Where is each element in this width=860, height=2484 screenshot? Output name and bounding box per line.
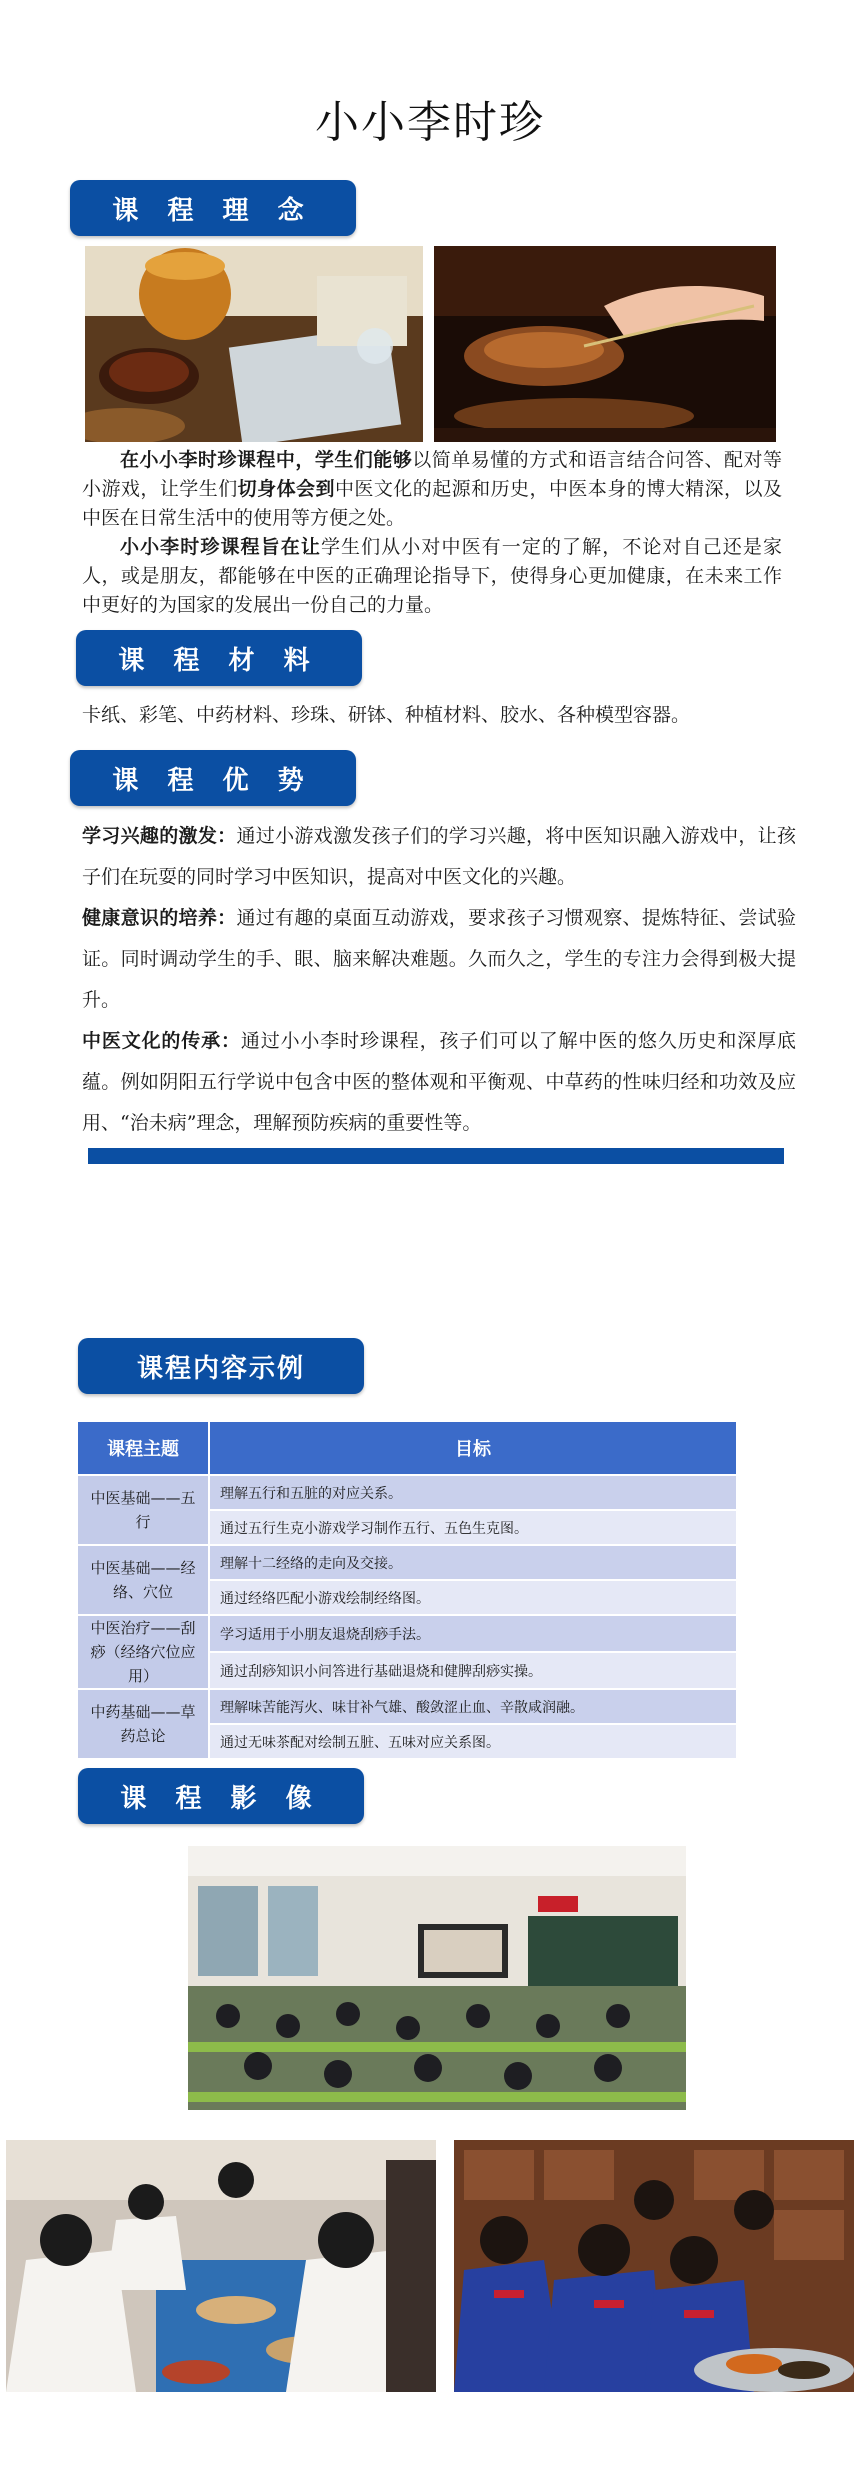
advantage-text: 通过小游戏激发孩子们的学习兴趣，将中医知识融入游戏中，让孩子们在玩耍的同时学习中医知识，提高对中医文化的兴趣。 bbox=[82, 825, 796, 888]
advantage-item bbox=[82, 898, 796, 1021]
herb-medicine-photo bbox=[85, 246, 423, 442]
section-images-heading: 课 程 影 像 bbox=[78, 1768, 364, 1824]
table-topic-cell: 中药基础——草药总论 bbox=[77, 1689, 209, 1759]
section-divider-bar bbox=[88, 1148, 784, 1164]
table-goal-cell: 通过无味茶配对绘制五脏、五味对应关系图。 bbox=[209, 1724, 737, 1759]
concept-p1-bold: 切身体会到 bbox=[237, 478, 335, 500]
table-header-goal: 目标 bbox=[209, 1421, 737, 1475]
table-row bbox=[77, 1615, 737, 1652]
advantage-item bbox=[82, 816, 796, 898]
concept-p1-text-b: 中医文化的起源和历史，中医本身的博大精深，以及中医在日常生活中的使用等方便之处。 bbox=[82, 478, 782, 529]
advantage-label: 中医文化的传承： bbox=[82, 1030, 241, 1052]
concept-paragraph bbox=[82, 446, 782, 620]
classroom-photo bbox=[188, 1846, 686, 2110]
table-header-row bbox=[77, 1421, 737, 1475]
materials-text: 卡纸、彩笔、中药材料、珍珠、研钵、种植材料、胶水、各种模型容器。 bbox=[82, 704, 691, 726]
students-pharmacy-photo bbox=[454, 2140, 854, 2392]
table-goal-cell: 理解十二经络的走向及交接。 bbox=[209, 1545, 737, 1580]
table-goal-cell: 理解五行和五脏的对应关系。 bbox=[209, 1475, 737, 1510]
page-title: 小小李时珍 bbox=[315, 97, 545, 148]
table-row bbox=[77, 1475, 737, 1510]
concept-p1-lead: 在小小李时珍课程中，学生们能够 bbox=[120, 449, 413, 471]
table-topic-cell: 中医治疗——刮痧（经络穴位应用） bbox=[77, 1615, 209, 1689]
concept-p2-text: 学生们从小对中医有一定的了解，不论对自己还是家人，或是朋友，都能够在中医的正确理论指导下，使得身心更加健康，在未来工作中更好的为国家的发展出一份自己的力量。 bbox=[82, 536, 782, 616]
section-materials-heading: 课 程 材 料 bbox=[76, 630, 362, 686]
advantage-label: 健康意识的培养： bbox=[82, 907, 237, 929]
course-content-table bbox=[76, 1420, 738, 1760]
concept-p2-lead: 小小李时珍课程旨在让 bbox=[120, 536, 321, 558]
table-row bbox=[77, 1545, 737, 1580]
table-goal-cell: 学习适用于小朋友退烧刮痧手法。 bbox=[209, 1615, 737, 1652]
advantage-text: 通过小小李时珍课程，孩子们可以了解中医的悠久历史和深厚底蕴。例如阴阳五行学说中包含中医的整体观和平衡观、中草药的性味归经和功效及应用、“治未病”理念，理解预防疾病的重要性等。 bbox=[82, 1030, 796, 1134]
section-advantages-heading: 课 程 优 势 bbox=[70, 750, 356, 806]
table-goal-cell: 通过五行生克小游戏学习制作五行、五色生克图。 bbox=[209, 1510, 737, 1545]
section-concept-heading: 课 程 理 念 bbox=[70, 180, 356, 236]
advantage-label: 学习兴趣的激发： bbox=[82, 825, 237, 847]
advantage-text: 通过有趣的桌面互动游戏，要求孩子习惯观察、提炼特征、尝试验证。同时调动学生的手、眼、脑来解决难题。久而久之，学生的专注力会得到极大提升。 bbox=[82, 907, 796, 1011]
table-topic-cell: 中医基础——经络、穴位 bbox=[77, 1545, 209, 1615]
table-header-topic: 课程主题 bbox=[77, 1421, 209, 1475]
table-topic-cell: 中医基础——五行 bbox=[77, 1475, 209, 1545]
advantages-list bbox=[82, 816, 796, 1144]
section-content-heading: 课程内容示例 bbox=[78, 1338, 364, 1394]
table-goal-cell: 通过刮痧知识小问答进行基础退烧和健脾刮痧实操。 bbox=[209, 1652, 737, 1689]
table-goal-cell: 理解味苦能泻火、味甘补气雄、酸敛涩止血、辛散咸润融。 bbox=[209, 1689, 737, 1724]
advantage-item bbox=[82, 1021, 796, 1144]
pharmacist-scale-photo bbox=[434, 246, 776, 442]
students-preparing-herbs-photo bbox=[6, 2140, 436, 2392]
table-row bbox=[77, 1689, 737, 1724]
table-goal-cell: 通过经络匹配小游戏绘制经络图。 bbox=[209, 1580, 737, 1615]
concept-p1-text-a: 以简单易懂的方式和语言结合问答、配对等小游戏，让学生们 bbox=[82, 449, 782, 500]
